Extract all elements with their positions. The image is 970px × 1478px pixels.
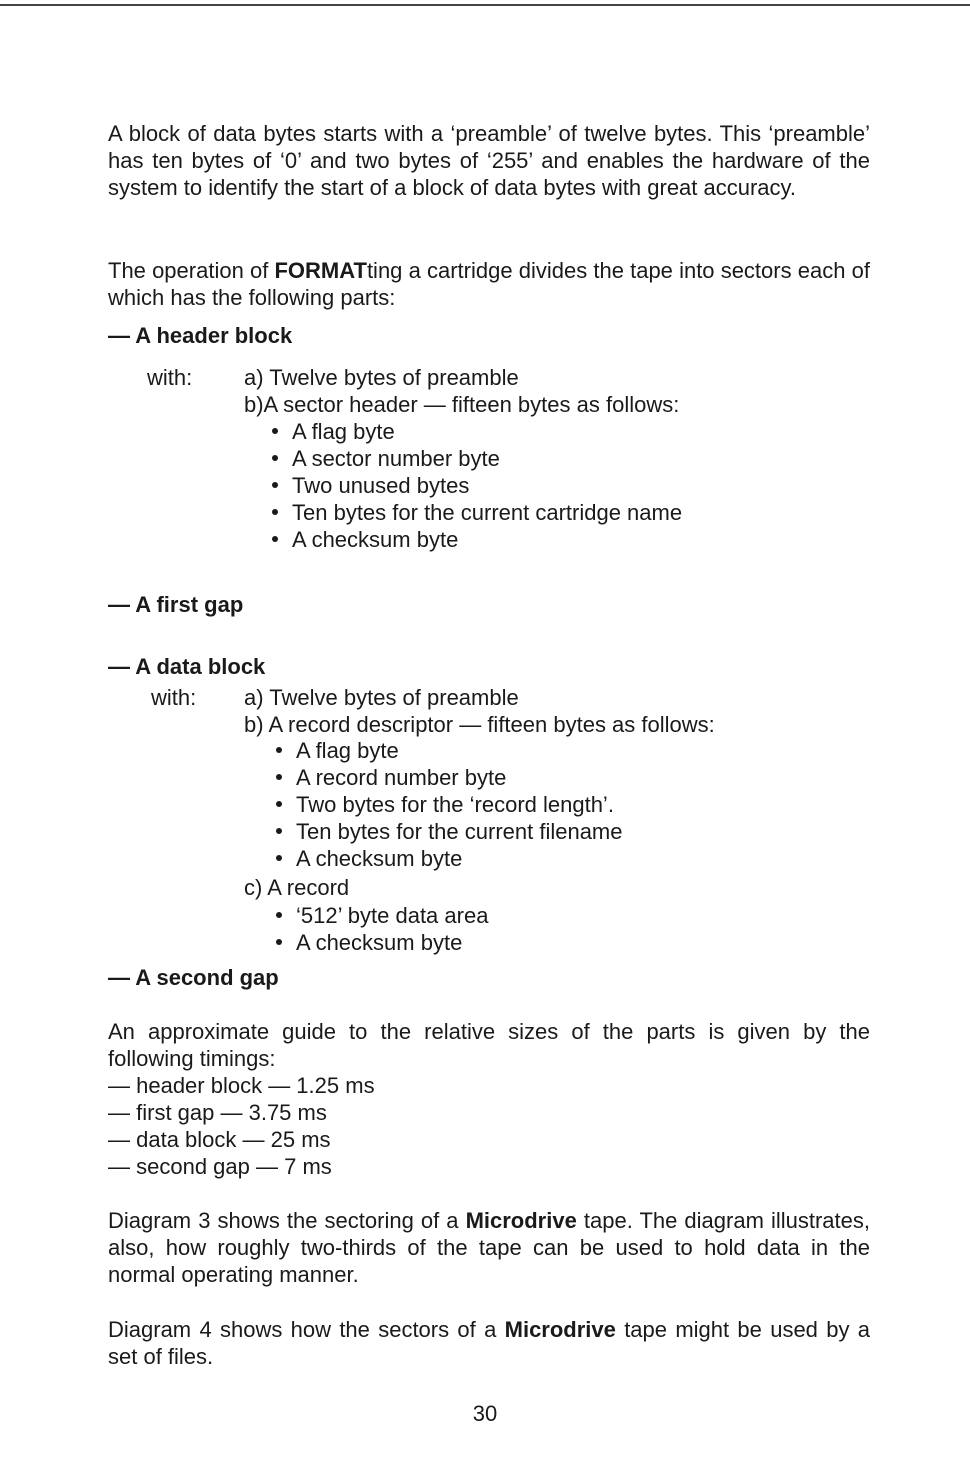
header-block-heading: — A header block bbox=[108, 323, 293, 348]
header-bullet: A flag byte bbox=[272, 418, 395, 445]
header-bullet: A sector number byte bbox=[272, 445, 500, 472]
timing-item: — data block — 25 ms bbox=[108, 1127, 331, 1152]
header-bullet: Ten bytes for the current cartridge name bbox=[272, 499, 682, 526]
bullet-dot bbox=[276, 855, 282, 861]
header-item-b: b)A sector header — fifteen bytes as follows: bbox=[244, 392, 680, 417]
header-bullet: Two unused bytes bbox=[272, 472, 469, 499]
diagram3-paragraph bbox=[108, 1207, 870, 1288]
bullet-dot bbox=[276, 828, 282, 834]
format-paragraph bbox=[108, 257, 870, 311]
page-number: 30 bbox=[472, 1401, 498, 1426]
format-keyword: FORMAT bbox=[274, 258, 367, 283]
diagram3-text-after: tape. The diagram illustrates, also, how roughly two-thirds of the tape can be used to hold data in the normal operating manner. bbox=[108, 1208, 871, 1287]
intro-paragraph: A block of data bytes starts with a ‘preamble’ of twelve bytes. This ‘preamble’ has ten bytes of ‘0’ and two bytes of ‘255’ and enables the hardware of the system to identify the start of a block of data bytes with great accuracy. bbox=[108, 121, 870, 200]
first-gap-heading: — A first gap bbox=[108, 592, 244, 617]
header-item-a: a) Twelve bytes of preamble bbox=[244, 365, 519, 390]
format-text-before: The operation of bbox=[108, 258, 275, 283]
timing-item: — second gap — 7 ms bbox=[108, 1154, 332, 1179]
bullet-dot bbox=[272, 428, 278, 434]
header-bullet: A checksum byte bbox=[272, 526, 458, 553]
bullet-dot bbox=[276, 912, 282, 918]
bullet-dot bbox=[272, 536, 278, 542]
header-block-with-label: with: bbox=[147, 365, 193, 390]
record-bullet: ‘512’ byte data area bbox=[276, 902, 488, 929]
timings-intro: An approximate guide to the relative sizes of the parts is given by the following timings: bbox=[108, 1019, 870, 1071]
diagram4-paragraph bbox=[108, 1316, 870, 1370]
bullet-dot bbox=[276, 747, 282, 753]
record-bullet: A checksum byte bbox=[276, 929, 462, 956]
bullet-dot bbox=[276, 801, 282, 807]
data-item-b: b) A record descriptor — fifteen bytes as follows: bbox=[244, 712, 715, 737]
data-bullet: A record number byte bbox=[276, 764, 506, 791]
data-item-a: a) Twelve bytes of preamble bbox=[244, 685, 519, 710]
diagram4-text-before: Diagram 4 shows how the sectors of a bbox=[108, 1317, 505, 1342]
microdrive-keyword: Microdrive bbox=[465, 1208, 577, 1233]
bullet-dot bbox=[272, 509, 278, 515]
data-block-with-label: with: bbox=[151, 685, 197, 710]
data-block-heading: — A data block bbox=[108, 654, 266, 679]
bullet-dot bbox=[272, 482, 278, 488]
data-item-c: c) A record bbox=[244, 875, 350, 900]
top-rule bbox=[0, 4, 970, 6]
data-bullet: A flag byte bbox=[276, 737, 399, 764]
diagram3-text-before: Diagram 3 shows the sectoring of a bbox=[108, 1208, 466, 1233]
bullet-dot bbox=[276, 774, 282, 780]
timing-item: — first gap — 3.75 ms bbox=[108, 1100, 327, 1125]
data-bullet: Two bytes for the ‘record length’. bbox=[276, 791, 614, 818]
bullet-dot bbox=[272, 455, 278, 461]
microdrive-keyword: Microdrive bbox=[504, 1317, 616, 1342]
data-bullet: A checksum byte bbox=[276, 845, 462, 872]
second-gap-heading: — A second gap bbox=[108, 965, 279, 990]
data-bullet: Ten bytes for the current filename bbox=[276, 818, 623, 845]
format-text-after: ting a cartridge divides the tape into sectors each of which has the following parts: bbox=[108, 258, 870, 310]
bullet-dot bbox=[276, 939, 282, 945]
timing-item: — header block — 1.25 ms bbox=[108, 1073, 375, 1098]
diagram4-text-after: tape might be used by a set of files. bbox=[108, 1317, 870, 1369]
